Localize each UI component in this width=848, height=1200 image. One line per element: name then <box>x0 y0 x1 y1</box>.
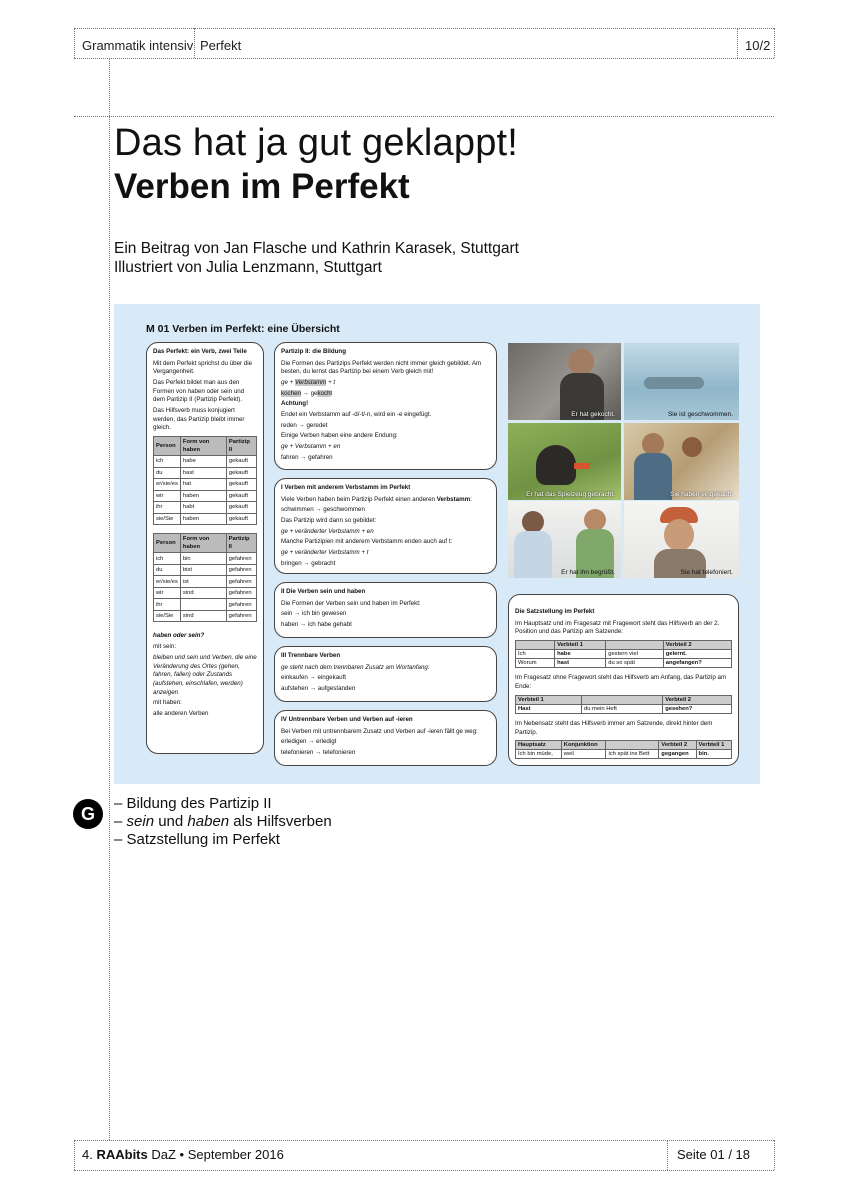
card-perfekt-overview <box>146 342 264 754</box>
table-row: er/sie/es ist gefahren <box>154 576 257 588</box>
footer-top-rule <box>74 1140 774 1141</box>
list-item: – sein und haben als Hilfsverben <box>114 813 332 830</box>
table-row: Ich bin müde, weil ich spät ins Bett gegangen bin. <box>516 750 732 759</box>
card-text: Die Formen des Partizips Perfekt werden nicht immer gleich gebildet. Am besten, du lernst das Partizip bei einem Verb gleich mit! <box>281 359 482 376</box>
margin-line <box>109 58 110 1140</box>
table-row: sie/Sie haben gekauft <box>154 513 257 525</box>
example: reden → geredet <box>281 421 328 429</box>
card-title: II Die Verben sein und haben <box>281 588 366 595</box>
card-text: ge steht nach dem trennbaren Zusatz am Wortanfang: <box>281 663 430 671</box>
card-title: I Verben mit anderem Verbstamm im Perfekt <box>281 484 411 491</box>
table-row: ich habe gekauft <box>154 456 257 468</box>
card-satzstellung <box>508 594 739 766</box>
example: telefonieren → telefonieren <box>281 749 356 757</box>
person-figure <box>642 433 664 455</box>
example: kochen → gekocht <box>281 389 333 397</box>
card-untrennbare-verben <box>274 710 497 766</box>
card-text: Manche Partizipien mit anderem Verbstamm enden auch auf t: <box>281 538 453 546</box>
card-title: Die Satzstellung im Perfekt <box>515 608 595 615</box>
person-figure <box>514 531 552 578</box>
card-text: Im Nebensatz steht das Hilfsverb immer am Satzende, direkt hinter dem Partizip. <box>515 719 713 736</box>
photo-caption: Er hat ihn begrüßt. <box>561 569 615 576</box>
photo-shopping <box>624 423 739 500</box>
card-text: Bei Verben mit untrennbarem Zusatz und Verben auf -ieren fällt ge weg: <box>281 727 478 735</box>
card-text: mit sein: <box>153 643 177 651</box>
card-text: Einige Verben haben eine andere Endung: <box>281 432 398 440</box>
person-figure <box>584 509 606 531</box>
card-text: Im Hauptsatz und im Fragesatz mit Fragewort steht das Hilfsverb an der 2. Position und das Partizip am Satzende: <box>515 619 720 636</box>
header-sep-1 <box>194 28 195 58</box>
table-row: ihr gefahren <box>154 599 257 611</box>
example: sein → ich bin gewesen <box>281 610 347 618</box>
satz-table-1: Verbteil 1 Verbteil 2 Ich habe gestern viel gelernt. Worum hast du so spät angefangen? <box>515 640 732 668</box>
photo-swimming <box>624 343 739 420</box>
card-partizip-bildung <box>274 342 497 470</box>
satz-table-2: Verbteil 1 Verbteil 2 Hast du mein Heft gesehen? <box>515 695 732 714</box>
worksheet-heading: M 01 Verben im Perfekt: eine Übersicht <box>146 323 340 335</box>
footer-sep <box>667 1140 668 1170</box>
card-text: mit haben: <box>153 699 182 707</box>
table-row: ihr habt gekauft <box>154 502 257 514</box>
person-figure <box>522 511 544 533</box>
photo-caption: Sie haben eingekauft. <box>670 491 733 498</box>
author-line: Ein Beitrag von Jan Flasche und Kathrin Karasek, Stuttgart <box>114 240 519 257</box>
card-text: Viele Verben haben beim Partizip Perfekt einen anderen Verbstamm: <box>281 495 472 503</box>
table-row: Worum hast du so spät angefangen? <box>516 659 732 668</box>
footer-issue: 4. RAAbits DaZ • September 2016 <box>82 1147 284 1162</box>
topic-list <box>114 795 332 849</box>
table-row: er/sie/es hat gekauft <box>154 479 257 491</box>
example: fahren → gefahren <box>281 453 333 461</box>
footer-page-number: Seite 01 / 18 <box>677 1147 750 1162</box>
photo-dog <box>508 423 621 500</box>
header-right-edge <box>774 28 775 58</box>
card-text: Das Partizip wird dann so gebildet: <box>281 517 377 525</box>
formula: ge + Verbstamm + t <box>281 379 336 387</box>
card-text: Die Formen der Verben sein und haben im Perfekt: <box>281 599 421 607</box>
card-subheading: Achtung! <box>281 400 309 408</box>
table-row: Hast du mein Heft gesehen? <box>516 704 732 713</box>
list-item: – Satzstellung im Perfekt <box>114 831 280 848</box>
header-left-edge <box>74 28 75 58</box>
card-text: Im Fragesatz ohne Fragewort steht das Hilfsverb am Anfang, das Partizip am Ende: <box>515 674 727 691</box>
card-title: III Trennbare Verben <box>281 652 341 659</box>
toy-figure <box>574 463 590 469</box>
person-figure <box>644 377 704 389</box>
table-row: Ich habe gestern viel gelernt. <box>516 650 732 659</box>
photo-caption: Sie ist geschwommen. <box>667 411 733 418</box>
footer-right-edge <box>774 1140 775 1170</box>
dog-figure <box>536 445 576 485</box>
person-figure <box>682 437 702 457</box>
formula: ge + veränderter Verbstamm + en <box>281 527 374 535</box>
footer-left-edge <box>74 1140 75 1170</box>
formula: ge + Verbstamm + en <box>281 443 341 451</box>
table-row: wir sind gefahren <box>154 587 257 599</box>
header-sep-2 <box>737 28 738 58</box>
photo-greeting <box>508 501 621 578</box>
page-title: Das hat ja gut geklappt! <box>114 122 519 164</box>
header-page-code: 10/2 <box>745 38 771 53</box>
card-text: bleiben und sein und Verben, die eine Veränderung des Ortes (gehen, fahren, fallen) oder Zustands (aufstehen, einschlafen, werden) anzeigen <box>153 653 257 696</box>
page-subtitle: Verben im Perfekt <box>114 167 410 206</box>
photo-caption: Er hat gekocht. <box>571 411 615 418</box>
card-title: IV Untrennbare Verben und Verben auf -ieren <box>281 716 413 723</box>
example: haben → ich habe gehabt <box>281 621 352 629</box>
card-trennbare-verben <box>274 646 497 702</box>
satz-table-3: Hauptsatz Konjunktion Verbteil 2 Verbteil 1 Ich bin müde, weil ich spät ins Bett gegangen bin. <box>515 740 732 759</box>
table-row: du hast gekauft <box>154 467 257 479</box>
example: aufstehen → aufgestanden <box>281 685 356 693</box>
example: erledigen → erledigt <box>281 738 337 746</box>
person-figure <box>664 519 694 551</box>
card-sein-haben <box>274 582 497 638</box>
example: schwimmen → geschwommen <box>281 506 365 514</box>
illustrator-line: Illustriert von Julia Lenzmann, Stuttgart <box>114 259 382 276</box>
table-row: wir haben gekauft <box>154 490 257 502</box>
photo-caption: Er hat das Spielzeug gebracht. <box>526 491 615 498</box>
footer-bottom-rule <box>74 1170 774 1171</box>
card-anderer-verbstamm <box>274 478 497 574</box>
photo-caption: Sie hat telefoniert. <box>680 569 733 576</box>
header-series: Grammatik intensiv <box>82 38 194 53</box>
card-text: alle anderen Verben <box>153 709 209 717</box>
card-title: Das Perfekt: ein Verb, zwei Teile <box>153 348 247 355</box>
example: bringen → gebracht <box>281 559 336 567</box>
header-top-rule <box>74 28 774 29</box>
table-row: ich bin gefahren <box>154 553 257 565</box>
table-row: sie/Sie sind gefahren <box>154 610 257 622</box>
grammar-marker-icon: G <box>73 799 103 829</box>
table-row: du bist gefahren <box>154 564 257 576</box>
example: einkaufen → eingekauft <box>281 674 347 682</box>
card-text: Mit dem Perfekt sprichst du über die Vergangenheit. <box>153 359 253 376</box>
header-topic: Perfekt <box>200 38 242 53</box>
sein-table: Person Form von haben Partizip II ich bin gefahren du bist gefahren er/sie/es ist gefahren wir sind gefahren ihr gefahren sie/Sie sind gefahren <box>153 533 257 622</box>
card-subheading: haben oder sein? <box>153 632 205 640</box>
photo-phone <box>624 501 739 578</box>
card-text: Endet ein Verbstamm auf -d/-t/-n, wird ein -e eingefügt. <box>281 411 432 419</box>
card-title: Partizip II: die Bildung <box>281 348 346 355</box>
haben-table: Person Form von haben Partizip II ich habe gekauft du hast gekauft er/sie/es hat gekauft wir haben gekauft ihr habt gekauft sie/Sie haben gekauft <box>153 436 257 525</box>
person-figure <box>634 453 672 500</box>
card-text: Das Perfekt bildet man aus den Formen von haben oder sein und dem Partizip II (Partizip Perfekt). <box>153 379 245 404</box>
list-item: – Bildung des Partizip II <box>114 795 272 812</box>
formula: ge + veränderter Verbstamm + t <box>281 549 369 557</box>
header-bottom-rule <box>74 58 774 59</box>
page-top-rule <box>74 116 774 117</box>
photo-cooking <box>508 343 621 420</box>
card-text: Das Hilfsverb muss konjugiert werden, das Partizip bleibt immer gleich. <box>153 407 245 432</box>
person-figure <box>568 349 594 375</box>
